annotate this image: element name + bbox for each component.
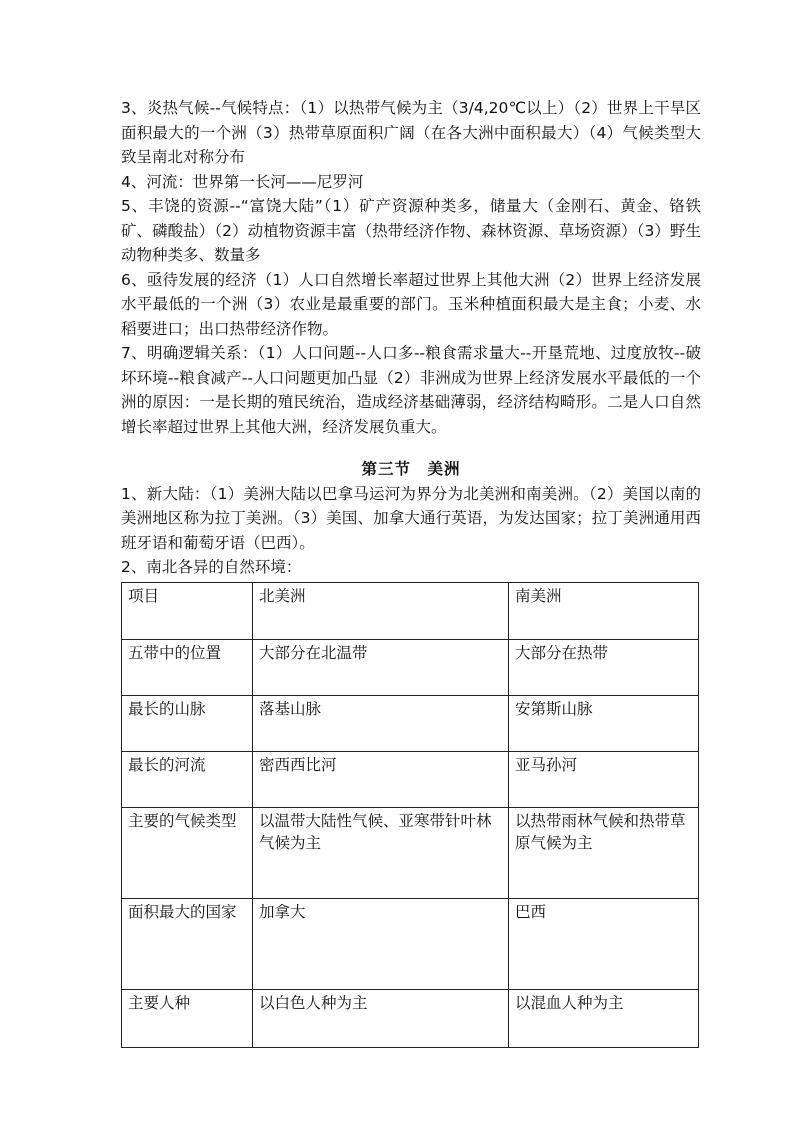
table-cell: 最长的河流	[122, 751, 253, 807]
table-cell: 以混血人种为主	[509, 989, 699, 1047]
table-header-cell: 北美洲	[253, 582, 509, 639]
table-cell: 以白色人种为主	[253, 989, 509, 1047]
table-cell: 最长的山脉	[122, 695, 253, 751]
table-header-cell: 项目	[122, 582, 253, 639]
paragraph-environment: 2、南北各异的自然环境：	[121, 558, 302, 576]
table-cell: 大部分在热带	[509, 639, 699, 695]
paragraph-rivers: 4、河流：世界第一长河——尼罗河	[121, 172, 364, 191]
comparison-table	[121, 582, 699, 1048]
paragraph-resources: 5、丰饶的资源--“富饶大陆”（1）矿产资源种类多，储量大（金刚石、黄金、铬铁矿、磷酸盐）（2）动植物资源丰富（热带经济作物、森林资源、草场资源）（3）野生动物种类多、数量多	[121, 197, 701, 264]
table-row	[122, 695, 699, 751]
section-title: 第三节 美洲	[361, 460, 461, 478]
paragraph-new-continent: 1、新大陆：（1）美洲大陆以巴拿马运河为界分为北美洲和南美洲。（2）美国以南的美洲地区称为拉丁美洲。（3）美国、加拿大通行英语，为发达国家；拉丁美洲通用西班牙语和葡萄牙语（巴西）。	[121, 484, 701, 552]
table-cell: 巴西	[509, 898, 699, 989]
table-header-cell: 南美洲	[509, 582, 699, 639]
paragraph-economy: 6、亟待发展的经济（1）人口自然增长率超过世界上其他大洲（2）世界上经济发展水平最低的一个洲（3）农业是最重要的部门。玉米种植面积最大是主食；小麦、水稻要进口；出口热带经济作物。	[121, 270, 701, 338]
table-cell: 五带中的位置	[122, 639, 253, 695]
table-cell: 亚马孙河	[509, 751, 699, 807]
table-cell: 面积最大的国家	[122, 898, 253, 989]
table-row	[122, 898, 699, 989]
table-row	[122, 989, 699, 1047]
table-row	[122, 639, 699, 695]
table-cell: 密西西比河	[253, 751, 509, 807]
table-cell: 落基山脉	[253, 695, 509, 751]
table-row	[122, 751, 699, 807]
paragraph-logic: 7、明确逻辑关系：（1）人口问题--人口多--粮食需求量大--开垦荒地、过度放牧--破坏环境--粮食减产--人口问题更加凸显（2）非洲成为世界上经济发展水平最低的一个洲的原因：一是长期的殖民统治，造成经济基础薄弱，经济结构畸形。二是人口自然增长率超过世界上其他大洲，经济发展负重大。	[121, 344, 701, 436]
paragraph-climate: 3、炎热气候--气候特点：（1）以热带气候为主（3/4,20℃以上）（2）世界上干旱区面积最大的一个洲（3）热带草原面积广阔（在各大洲中面积最大）（4）气候类型大致呈南北对称分布	[121, 99, 701, 166]
table-cell: 加拿大	[253, 898, 509, 989]
table-row	[122, 807, 699, 898]
table-header-row	[122, 582, 699, 639]
table-cell: 以温带大陆性气候、亚寒带针叶林气候为主	[253, 807, 509, 898]
table-cell: 以热带雨林气候和热带草原气候为主	[509, 807, 699, 898]
document-page	[121, 96, 701, 1048]
table-cell: 大部分在北温带	[253, 639, 509, 695]
table-cell: 主要人种	[122, 989, 253, 1047]
table-cell: 安第斯山脉	[509, 695, 699, 751]
table-cell: 主要的气候类型	[122, 807, 253, 898]
